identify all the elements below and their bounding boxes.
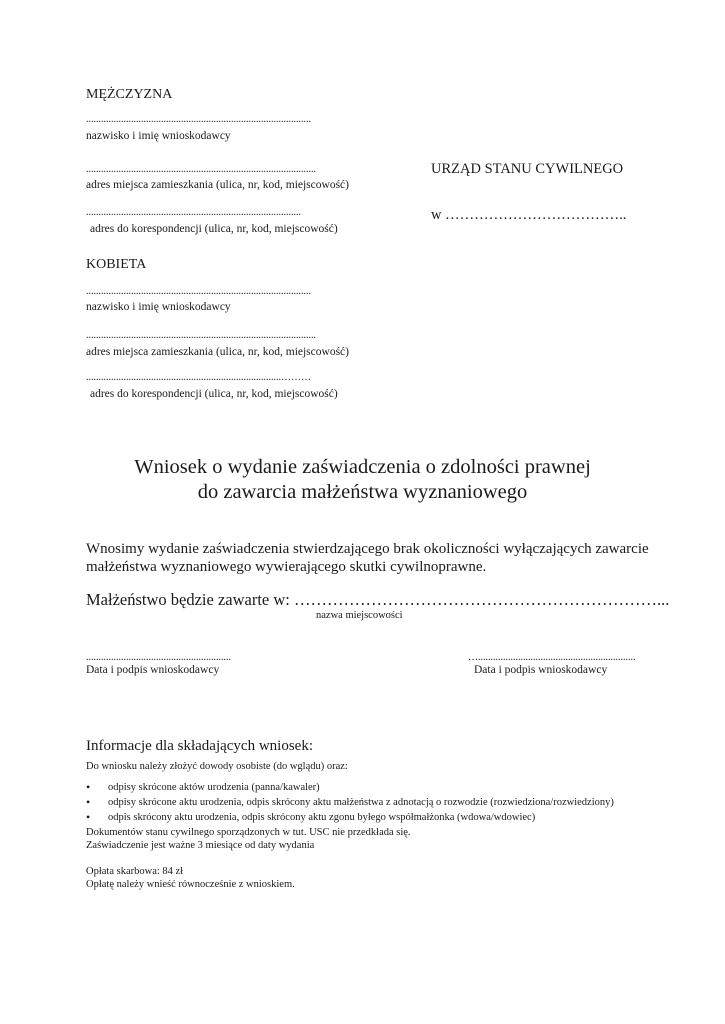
list-item: • odpisy skrócone aktów urodzenia (panna/kawaler) — [86, 780, 614, 795]
signature-left-label: Data i podpis wnioskodawcy — [86, 664, 220, 676]
marriage-place-line[interactable]: Małżeństwo będzie zawarte w: …………………………………………………………... — [86, 590, 670, 609]
fee-instructions: Opłatę należy wnieść równocześnie z wnioskiem. — [86, 879, 295, 890]
woman-header: KOBIETA — [86, 257, 147, 272]
woman-correspondence-line[interactable]: ..............................................................................……… — [86, 372, 311, 383]
man-name-line[interactable]: .......................................................................................... — [86, 114, 311, 125]
request-line1: Wnosimy wydanie zaświadczenia stwierdzającego brak okoliczności wyłączających zawarcie — [86, 541, 649, 557]
request-line2: małżeństwa wyznaniowego wywierającego skutki cywilnoprawne. — [86, 559, 487, 575]
signature-right-label: Data i podpis wnioskodawcy — [474, 664, 608, 676]
info-heading: Informacje dla składających wniosek: — [86, 738, 313, 754]
document-title-line1: Wniosek o wydanie zaświadczenia o zdolności prawnej — [134, 456, 591, 478]
man-correspondence-line[interactable]: ...................................................................................... — [86, 207, 301, 218]
office-title: URZĄD STANU CYWILNEGO — [431, 161, 624, 177]
man-name-label: nazwisko i imię wnioskodawcy — [86, 130, 231, 142]
woman-address-line[interactable]: ............................................................................................ — [86, 330, 316, 341]
fee-amount: Opłata skarbowa: 84 zł — [86, 866, 184, 877]
signature-left-line[interactable]: .......................................................... — [86, 652, 231, 663]
woman-correspondence-label: adres do korespondencji (ulica, nr, kod, miejscowość) — [90, 388, 338, 400]
man-header: MĘŻCZYZNA — [86, 87, 173, 102]
info-note1: Dokumentów stanu cywilnego sporządzonych w tut. USC nie przedkłada się. — [86, 827, 411, 838]
info-intro: Do wniosku należy złożyć dowody osobiste (do wglądu) oraz: — [86, 761, 348, 772]
list-item: • odpisy skrócone aktu urodzenia, odpis skrócony aktu małżeństwa z adnotacją o rozwodzie (rozwiedziona/rozwiedziony) — [86, 795, 614, 810]
man-address-label: adres miejsca zamieszkania (ulica, nr, kod, miejscowość) — [86, 179, 349, 191]
signature-right-line[interactable]: …............................................................... — [468, 652, 636, 663]
required-documents-list — [86, 780, 614, 825]
info-note2: Zaświadczenie jest ważne 3 miesiące od daty wydania — [86, 840, 315, 851]
man-address-line[interactable]: ............................................................................................ — [86, 164, 316, 175]
man-correspondence-label: adres do korespondencji (ulica, nr, kod, miejscowość) — [90, 223, 338, 235]
woman-name-label: nazwisko i imię wnioskodawcy — [86, 301, 231, 313]
woman-name-line[interactable]: .......................................................................................... — [86, 286, 311, 297]
document-title-line2: do zawarcia małżeństwa wyznaniowego — [197, 481, 528, 503]
marriage-place-caption: nazwa miejscowości — [316, 610, 403, 621]
office-location-line[interactable]: w ……………………………….. — [431, 207, 627, 223]
woman-address-label: adres miejsca zamieszkania (ulica, nr, kod, miejscowość) — [86, 346, 349, 358]
list-item: • odpis skrócony aktu urodzenia, odpis skrócony aktu zgonu byłego współmałżonka (wdowa/wdowiec) — [86, 810, 614, 825]
